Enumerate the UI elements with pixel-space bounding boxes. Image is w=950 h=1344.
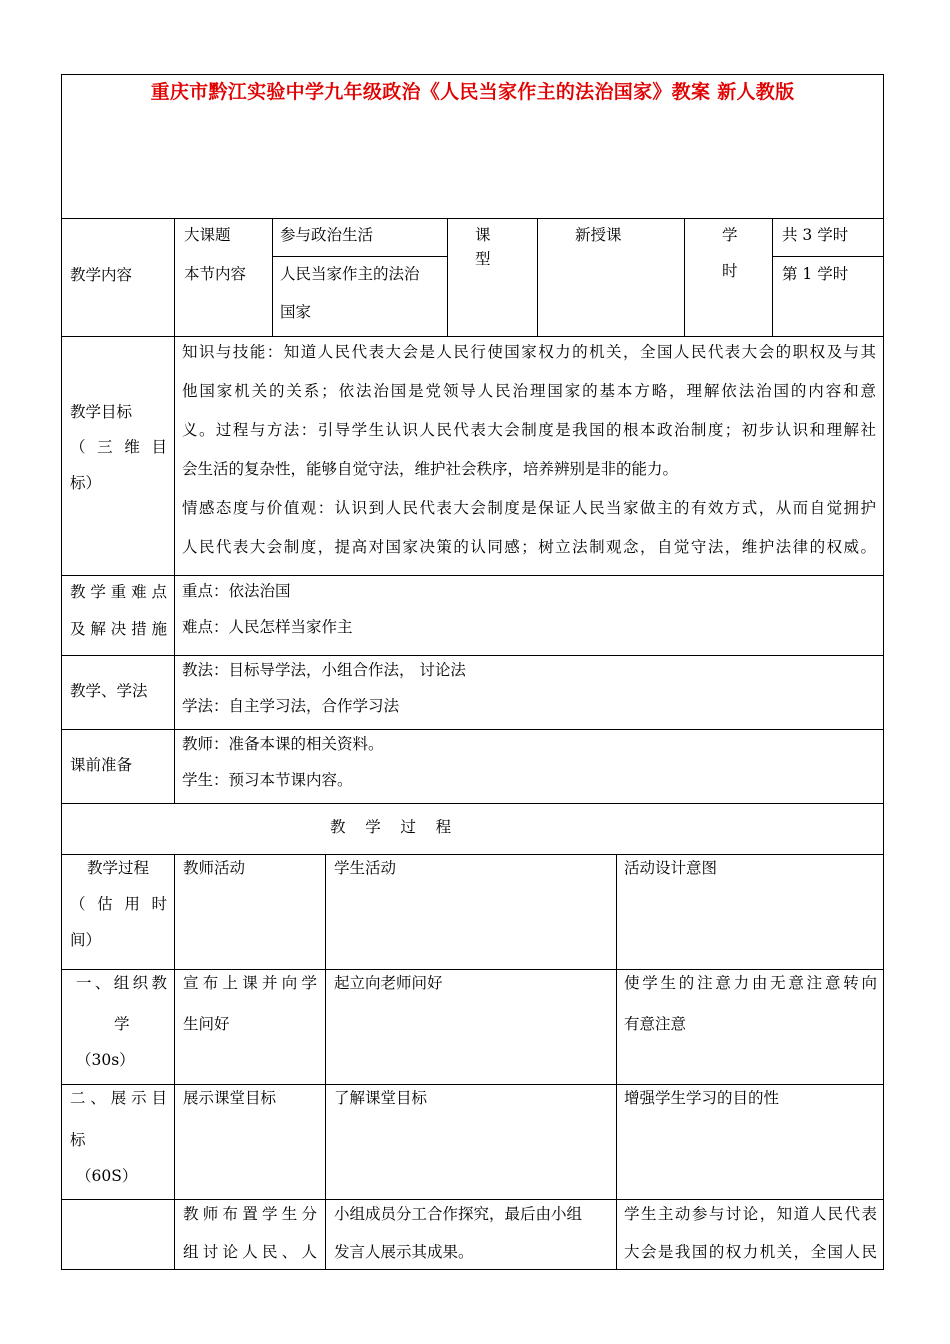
row1-student-line-1: 起立向老师问好: [334, 974, 443, 992]
row2-stage-line-1: 二、展示目: [70, 1089, 167, 1107]
goals-label-line-1: 教学目标: [70, 403, 133, 421]
row3-intent-line-2: 大会是我国的权力机关，全国人民: [624, 1243, 877, 1261]
type-label-line-2: 型: [475, 250, 491, 268]
row1-teacher-line-1: 宣布上课并向学: [183, 974, 317, 992]
prep-student: 学生：预习本节课内容。: [182, 771, 353, 789]
total-hours: 共 3 学时: [782, 226, 849, 244]
type-label-line-1: 课: [475, 226, 491, 244]
row1-stage-line-2: 学: [114, 1015, 130, 1033]
row1-stage-line-3: （30s）: [76, 1051, 135, 1069]
info-row-label: 教学内容: [70, 266, 133, 284]
row2-student-line-1: 了解课堂目标: [334, 1089, 428, 1107]
section-label: 本节内容: [184, 265, 247, 283]
topic-label: 大课题: [184, 226, 231, 244]
row3-student-line-1: 小组成员分工合作探究，最后由小组: [334, 1205, 583, 1223]
goals-label-line-3: 标）: [70, 474, 102, 492]
methods-label: 教学、学法: [70, 682, 148, 700]
teaching-method: 教法：目标导学法，小组合作法， 讨论法: [182, 661, 466, 679]
lesson-plan-table: [61, 74, 884, 1270]
rule-below-prep: [62, 803, 884, 804]
stage-header-line-1: 教学过程: [86, 859, 149, 877]
stage-header-line-3: 间）: [70, 931, 102, 949]
goals-line-5: 情感态度与价值观：认识到人民代表大会制度是保证人民当家做主的有效方式，从而自觉拥护: [182, 499, 876, 517]
current-hour: 第 1 学时: [782, 265, 849, 283]
row1-intent-line-2: 有意注意: [624, 1015, 687, 1033]
keypoints-label-line-1: 教学重难点: [70, 583, 167, 601]
rule-teacher-column: [325, 854, 326, 1270]
goals-line-3: 义。过程与方法：引导学生认识人民代表大会制度是我国的根本政治制度；初步认识和理解社: [182, 421, 876, 439]
document-title: 重庆市黔江实验中学九年级政治《人民当家作主的法治国家》教案 新人教版: [150, 81, 795, 103]
rule-typevalue-column: [684, 218, 685, 336]
section-value-line-2: 国家: [280, 303, 312, 321]
rule-hourslabel-column: [772, 218, 773, 336]
row3-intent-line-1: 学生主动参与讨论，知道人民代表: [624, 1205, 877, 1223]
row2-intent-line-1: 增强学生学习的目的性: [624, 1089, 780, 1107]
keypoints-label-line-2: 及解决措施: [70, 620, 167, 638]
row3-teacher-line-1: 教师布置学生分: [183, 1205, 317, 1223]
difficulty-point: 难点：人民怎样当家作主: [182, 618, 353, 636]
goals-line-4: 会生活的复杂性，能够自觉守法，维护社会秩序，培养辨别是非的能力。: [182, 460, 679, 478]
design-intent-header: 活动设计意图: [624, 859, 718, 877]
hours-label-line-1: 学: [722, 226, 738, 244]
row1-intent-line-1: 使学生的注意力由无意注意转向: [624, 974, 877, 992]
type-value: 新授课: [575, 226, 622, 244]
row2-stage-line-3: （60S）: [76, 1167, 138, 1185]
rule-type-column: [537, 218, 538, 336]
rule-student-column: [616, 854, 617, 1270]
hours-label-line-2: 时: [722, 262, 738, 280]
key-point: 重点：依法治国: [182, 582, 291, 600]
row2-stage-line-2: 标: [70, 1131, 86, 1149]
goals-line-1: 知识与技能：知道人民代表大会是人民行使国家权力的机关，全国人民代表大会的职权及与其: [182, 343, 876, 361]
row3-student-line-2: 发言人展示其成果。: [334, 1243, 474, 1261]
rule-stage-column: [174, 854, 175, 1270]
stage-header-line-2: （ 估 用 时: [70, 895, 167, 913]
learning-method: 学法：自主学习法，合作学习法: [182, 697, 400, 715]
prep-label: 课前准备: [70, 756, 133, 774]
goals-line-6: 人民代表大会制度，提高对国家决策的认同感；树立法制观念，自觉守法，维护法律的权威。: [182, 538, 876, 556]
section-value-line-1: 人民当家作主的法治: [280, 265, 420, 283]
rule-label-column: [174, 218, 175, 803]
rule-topic-column: [272, 218, 273, 336]
rule-value-column: [447, 218, 448, 336]
prep-teacher: 教师：准备本课的相关资料。: [182, 735, 384, 753]
goals-label-line-2: （ 三 维 目: [70, 438, 167, 456]
row2-teacher-line-1: 展示课堂目标: [183, 1089, 277, 1107]
teacher-activity-header: 教师活动: [183, 859, 246, 877]
goals-line-2: 他国家机关的关系；依法治国是党领导人民治理国家的基本方略，理解依法治国的内容和意: [182, 382, 876, 400]
topic-value: 参与政治生活: [280, 226, 374, 244]
row1-stage-line-1: 一、组织教: [76, 974, 167, 992]
row1-teacher-line-2: 生问好: [183, 1015, 230, 1033]
student-activity-header: 学生活动: [334, 859, 397, 877]
row3-teacher-line-2: 组讨论人民、人: [183, 1243, 317, 1261]
process-banner: 教 学 过 程: [330, 818, 452, 836]
